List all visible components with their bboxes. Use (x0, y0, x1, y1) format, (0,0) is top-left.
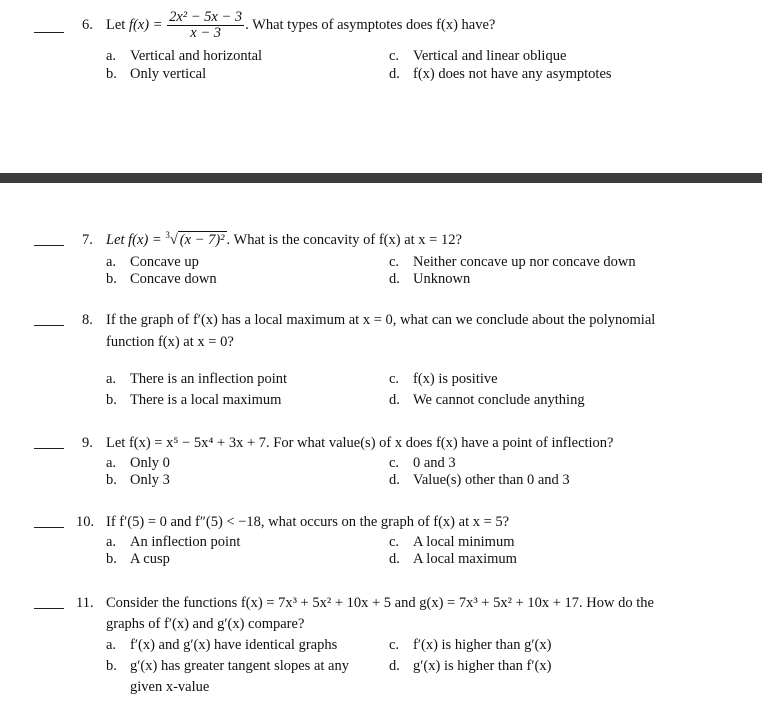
q11-option-d[interactable]: g′(x) is higher than f′(x) (413, 658, 552, 674)
q9-number: 9. (82, 435, 93, 451)
q11-option-b[interactable]: g′(x) has greater tangent slopes at any (130, 658, 349, 674)
q7-option-c-letter: c. (389, 254, 400, 270)
q9-option-c[interactable]: 0 and 3 (413, 455, 456, 471)
q10-option-a-letter: a. (106, 534, 117, 550)
q10-option-b[interactable]: A cusp (130, 551, 170, 567)
q7-lead: Let f(x) = (106, 232, 162, 248)
q7-number: 7. (82, 232, 93, 248)
q7-root-index: 3 (165, 230, 170, 241)
q6-lead: Let (106, 17, 126, 33)
q8-option-a[interactable]: There is an inflection point (130, 371, 288, 387)
q6-option-b-letter: b. (106, 66, 117, 82)
q6-stem (106, 8, 495, 42)
q11-stem-line1: Consider the functions f(x) = 7x³ + 5x² + 10x + 5 and g(x) = 7x³ + 5x² + 10x + 17. How do the (106, 595, 654, 611)
q11-option-d-letter: d. (389, 658, 400, 674)
q6-option-c-letter: c. (389, 48, 400, 64)
answer-blank-q8[interactable] (34, 325, 64, 326)
q11-stem-line2: graphs of f′(x) and g′(x) compare? (106, 616, 305, 632)
q9-option-c-letter: c. (389, 455, 400, 471)
q8-option-a-letter: a. (106, 371, 117, 387)
q8-option-d[interactable]: We cannot conclude anything (413, 392, 585, 408)
q7-option-d-letter: d. (389, 271, 400, 287)
q7-stem: Let f(x) = $^3$√ (x − 7)² . What is the concavity of f(x) at x = 12? (106, 230, 462, 248)
answer-blank-q6[interactable] (34, 32, 64, 33)
q10-option-c[interactable]: A local minimum (413, 534, 515, 550)
q8-option-d-letter: d. (389, 392, 400, 408)
q11-option-a-letter: a. (106, 637, 117, 653)
q9-option-a[interactable]: Only 0 (130, 455, 170, 471)
q6-option-a[interactable]: Vertical and horizontal (130, 48, 263, 64)
q10-option-b-letter: b. (106, 551, 117, 567)
q6-question: . What types of asymptotes does f(x) have? (245, 17, 496, 33)
q11-option-c[interactable]: f′(x) is higher than g′(x) (413, 637, 552, 653)
answer-blank-q11[interactable] (34, 608, 64, 609)
q10-option-c-letter: c. (389, 534, 400, 550)
q8-stem-line1: If the graph of f′(x) has a local maximum at x = 0, what can we conclude about the polynomial (106, 312, 656, 328)
q11-option-a[interactable]: f′(x) and g′(x) have identical graphs (130, 637, 338, 653)
answer-blank-q7[interactable] (34, 245, 64, 246)
q11-number: 11. (76, 595, 94, 611)
answer-blank-q10[interactable] (34, 527, 64, 528)
q7-option-c[interactable]: Neither concave up nor concave down (413, 254, 636, 270)
q8-option-b-letter: b. (106, 392, 117, 408)
q7-radicand: (x − 7)² (179, 232, 225, 248)
q9-option-b-letter: b. (106, 472, 117, 488)
q9-stem: Let f(x) = x⁵ − 5x⁴ + 3x + 7. For what value(s) of x does f(x) have a point of inflection? (106, 435, 614, 451)
q10-option-d[interactable]: A local maximum (413, 551, 517, 567)
q7-option-b-letter: b. (106, 271, 117, 287)
q9-option-d-letter: d. (389, 472, 400, 488)
q7-option-d[interactable]: Unknown (413, 271, 471, 287)
q8-stem-line2: function f(x) at x = 0? (106, 334, 234, 350)
q10-option-a[interactable]: An inflection point (130, 534, 241, 550)
q10-option-d-letter: d. (389, 551, 400, 567)
q8-option-b[interactable]: There is a local maximum (130, 392, 282, 408)
q6-option-d[interactable]: f(x) does not have any asymptotes (413, 66, 612, 82)
q9-option-d[interactable]: Value(s) other than 0 and 3 (413, 472, 570, 488)
q7-option-a[interactable]: Concave up (130, 254, 199, 270)
q6-option-d-letter: d. (389, 66, 400, 82)
q6-frac-denominator: x − 3 (190, 25, 221, 42)
page-divider (0, 173, 762, 183)
q9-option-a-letter: a. (106, 455, 117, 471)
q7-question: . What is the concavity of f(x) at x = 12? (226, 232, 462, 248)
q6-number: 6. (82, 17, 93, 33)
q6-option-c[interactable]: Vertical and linear oblique (413, 48, 567, 64)
answer-blank-q9[interactable] (34, 448, 64, 449)
q6-option-a-letter: a. (106, 48, 117, 64)
q6-option-b[interactable]: Only vertical (130, 66, 207, 82)
q11-option-c-letter: c. (389, 637, 400, 653)
q6-lhs: f(x) = (128, 17, 163, 33)
q8-number: 8. (82, 312, 93, 328)
q9-option-b[interactable]: Only 3 (130, 472, 170, 488)
q7-option-a-letter: a. (106, 254, 117, 270)
q11-option-b-continued: given x-value (130, 679, 210, 695)
q10-stem: If f′(5) = 0 and f″(5) < −18, what occurs on the graph of f(x) at x = 5? (106, 514, 510, 530)
q11-option-b-letter: b. (106, 658, 117, 674)
q7-option-b[interactable]: Concave down (130, 271, 217, 287)
q10-number: 10. (76, 514, 95, 530)
q6-frac-numerator: 2x² − 5x − 3 (169, 9, 243, 26)
q6-fraction (167, 10, 244, 41)
q8-option-c[interactable]: f(x) is positive (413, 371, 498, 387)
q8-option-c-letter: c. (389, 371, 400, 387)
